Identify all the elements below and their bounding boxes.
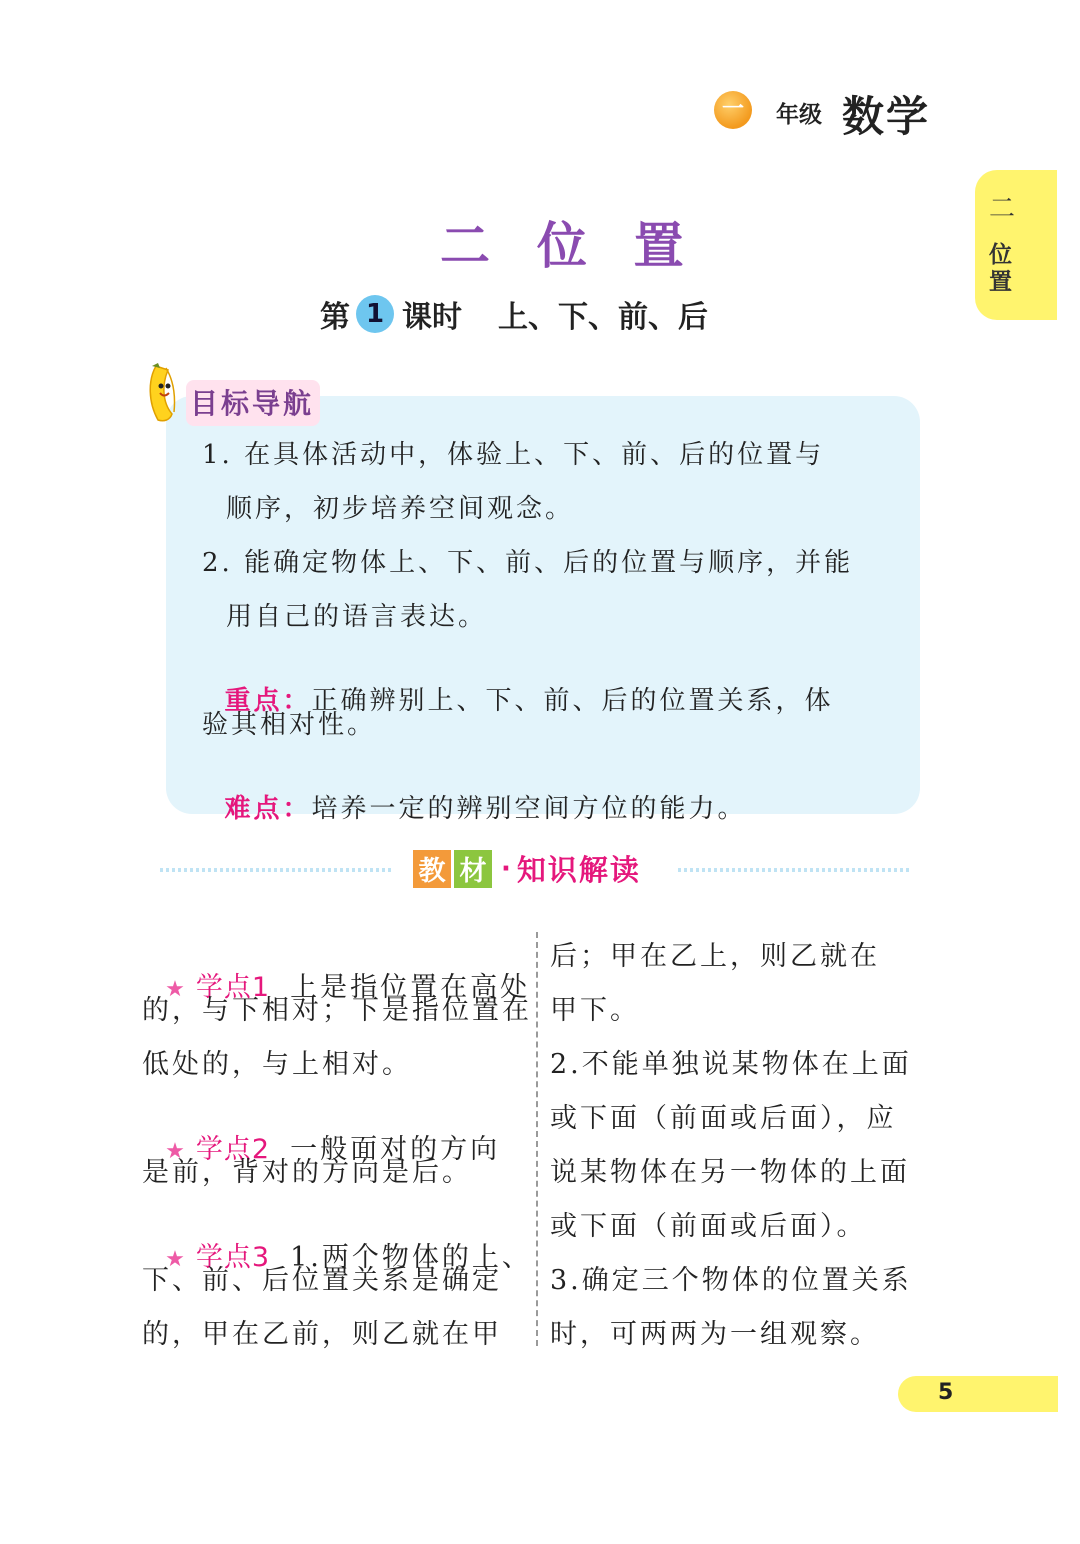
right-line-3: 2.不能单独说某物体在上面	[550, 1049, 912, 1080]
grade-badge	[714, 91, 752, 129]
lesson-topic: 上、下、前、后	[498, 300, 708, 335]
lesson-suffix: 课时	[402, 300, 462, 335]
right-line-1: 后；甲在乙上，则乙就在	[550, 941, 880, 972]
page-number: 5	[938, 1380, 954, 1405]
goal-line-3: 2. 能确定物体上、下、前、后的位置与顺序，并能	[202, 548, 854, 578]
left-text-4: 一般面对的方向	[290, 1134, 501, 1165]
difficulty-label: 难点：	[224, 794, 312, 824]
difficulty-line	[202, 758, 747, 825]
section-box-1: 教	[413, 850, 451, 888]
point2-label: 学点2	[195, 1134, 271, 1165]
section-divider-right	[678, 868, 910, 872]
goal-line-4: 用自己的语言表达。	[226, 602, 488, 632]
goals-tag: 目标导航	[186, 380, 320, 426]
section-header	[413, 848, 641, 889]
right-line-2: 甲下。	[550, 995, 640, 1026]
point1-label: 学点1	[195, 972, 271, 1003]
right-line-6: 或下面（前面或后面）。	[550, 1211, 867, 1242]
lesson-title	[320, 292, 708, 336]
key-point-continuation: 验其相对性。	[202, 710, 377, 740]
difficulty-text: 培养一定的辨别空间方位的能力。	[311, 794, 747, 824]
left-line-3: 低处的，与上相对。	[142, 1049, 412, 1080]
lesson-prefix: 第	[320, 300, 350, 335]
key-point-label: 重点：	[224, 686, 312, 716]
star-icon: ★	[165, 977, 188, 1002]
subject-title: 数学	[842, 92, 931, 141]
key-point-text: 正确辨别上、下、前、后的位置关系，体	[311, 686, 834, 716]
section-title: 知识解读	[516, 853, 641, 887]
left-text-6: 1.两个物体的上、	[290, 1242, 532, 1273]
goal-line-1: 1. 在具体活动中，体验上、下、前、后的位置与	[202, 440, 825, 470]
star-icon: ★	[165, 1139, 188, 1164]
point3-label: 学点3	[195, 1242, 271, 1273]
section-box-2: 材	[454, 850, 492, 888]
grade-number: 一	[721, 97, 744, 122]
lesson-number: 1	[356, 295, 394, 333]
right-line-4: 或下面（前面或后面），应	[550, 1103, 897, 1134]
left-line-5: 是前，背对的方向是后。	[142, 1157, 472, 1188]
column-divider	[536, 932, 538, 1346]
page-number-tab	[898, 1376, 1058, 1412]
left-text-1: 上是指位置在高处	[290, 972, 531, 1003]
chapter-label: 位置	[989, 242, 1012, 295]
chapter-side-tab	[975, 170, 1057, 320]
right-line-7: 3.确定三个物体的位置关系	[550, 1265, 912, 1296]
left-line-2: 的，与下相对；下是指位置在	[142, 995, 532, 1026]
right-line-8: 时，可两两为一组观察。	[550, 1319, 880, 1350]
left-line-7: 下、前、后位置关系是确定	[142, 1265, 502, 1296]
left-line-8: 的，甲在乙前，则乙就在甲	[142, 1319, 502, 1350]
grade-label: 年级	[776, 102, 822, 128]
banana-mascot-icon	[146, 362, 188, 424]
star-icon: ★	[165, 1247, 188, 1272]
goal-line-2: 顺序，初步培养空间观念。	[226, 494, 575, 524]
section-dot: ·	[501, 853, 511, 884]
section-divider-left	[160, 868, 392, 872]
chapter-number: 二	[989, 194, 1016, 224]
unit-title: 二 位 置	[440, 217, 688, 275]
right-line-5: 说某物体在另一物体的上面	[550, 1157, 910, 1188]
